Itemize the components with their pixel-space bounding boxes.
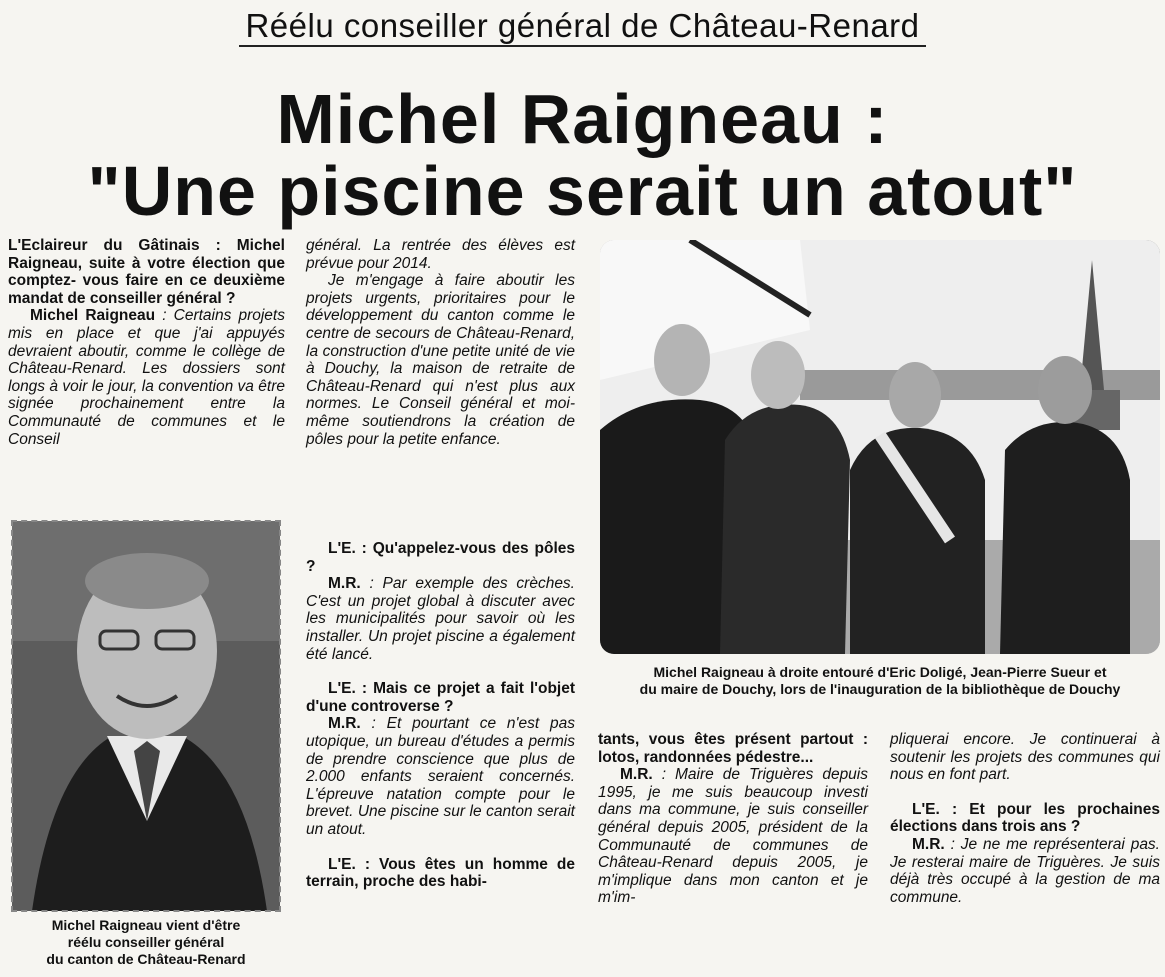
question-text: : Mais ce projet a fait l'objet d'une controverse ?	[306, 680, 575, 715]
answer-label: M.R.	[328, 715, 361, 733]
column-4	[890, 731, 1160, 906]
column-1	[8, 237, 285, 448]
answer-label: M.R.	[912, 835, 945, 853]
column-3	[598, 731, 868, 907]
question-label: L'E.	[912, 800, 940, 818]
question-text: : Vous êtes un homme de terrain, proche des habi-	[306, 855, 575, 891]
portrait-photo	[12, 521, 280, 911]
portrait-caption-line: Michel Raigneau vient d'être	[51, 917, 241, 933]
question-label: L'Eclaireur du Gâtinais	[8, 237, 200, 254]
answer-text: : Je ne me représenterai pas. Je resterai maire de Triguères. Je suis déjà très occupé à la gestion de ma commune.	[890, 835, 1160, 906]
answer-text: : Par exemple des crèches. C'est un projet global à discuter avec les municipalités pour savoir où les installer. Un projet piscine a également été lancé.	[306, 575, 575, 663]
question-label: L'E.	[328, 855, 356, 873]
question-label: L'E.	[328, 680, 356, 698]
answer-label: M.R.	[620, 766, 653, 784]
question-text: : Qu'appelez-vous des pôles ?	[306, 540, 575, 575]
question-continuation: tants, vous êtes présent partout : lotos, randonnées pédestre...	[598, 731, 868, 766]
kicker	[0, 6, 1165, 46]
answer-continuation: pliquerai encore. Je continuerai à soutenir les projets des communes qui nous en font part.	[890, 731, 1160, 784]
group-caption-line: Michel Raigneau à droite entouré d'Eric Doligé, Jean-Pierre Sueur et	[653, 664, 1107, 680]
question-text: : Michel Raigneau, suite à votre élection que comptez- vous faire en ce deuxième mandat de conseiller général ?	[8, 237, 285, 307]
answer-label: Michel Raigneau	[30, 307, 156, 325]
question-text: : Et pour les prochaines élections dans trois ans ?	[890, 800, 1160, 836]
answer-continuation: général. La rentrée des élèves est prévue pour 2014.	[306, 237, 575, 272]
column-2-interview	[306, 540, 575, 891]
portrait-caption-line: réélu conseiller général	[67, 934, 225, 950]
portrait-image	[12, 521, 280, 911]
answer-text: : Certains projets mis en place et que j'ai appuyés devraient aboutir, comme le collège de Château-Renard. Les dossiers sont longs à voir le jour, la convention va être signée prochainement entre la Communauté de communes et le Conseil	[8, 307, 285, 448]
kicker-text: Réélu conseiller général de Château-Renard	[239, 7, 925, 47]
group-caption-line: du maire de Douchy, lors de l'inauguration de la bibliothèque de Douchy	[639, 681, 1121, 697]
headline-line-1: Michel Raigneau :	[276, 80, 889, 158]
portrait-caption	[10, 917, 282, 968]
answer-paragraph: Je m'engage à faire aboutir les projets urgents, prioritaires pour le développement du canton comme le centre de secours de Château-Renard, la construction d'une petite unité de vie à Douchy, la maison de retraite de Château-Renard qui n'est plus aux normes. Le Conseil général et moi-même soutiendrons la création de pôles pour la petite enfance.	[306, 272, 575, 448]
question-label: L'E.	[328, 540, 356, 557]
portrait-caption-line: du canton de Château-Renard	[46, 951, 246, 967]
answer-label: M.R.	[328, 575, 361, 593]
answer-text: : Maire de Triguères depuis 1995, je me suis beaucoup investi dans ma commune, je suis conseiller général depuis 2005, président de la Communauté de communes de Château-Renard depuis 2005, je m'implique dans mon canton et je m'im-	[598, 766, 868, 907]
headline-line-2: "Une piscine serait un atout"	[87, 152, 1078, 230]
group-photo	[600, 240, 1160, 654]
group-image	[600, 240, 1160, 654]
column-2	[306, 237, 575, 448]
answer-text: : Et pourtant ce n'est pas utopique, un bureau d'études a permis de prendre conscience que plus de 2.000 enfants seraient concernés. L'épreuve natation compte pour le brevet. Une piscine sur le canton serait un atout.	[306, 715, 575, 838]
group-photo-caption	[600, 664, 1160, 698]
